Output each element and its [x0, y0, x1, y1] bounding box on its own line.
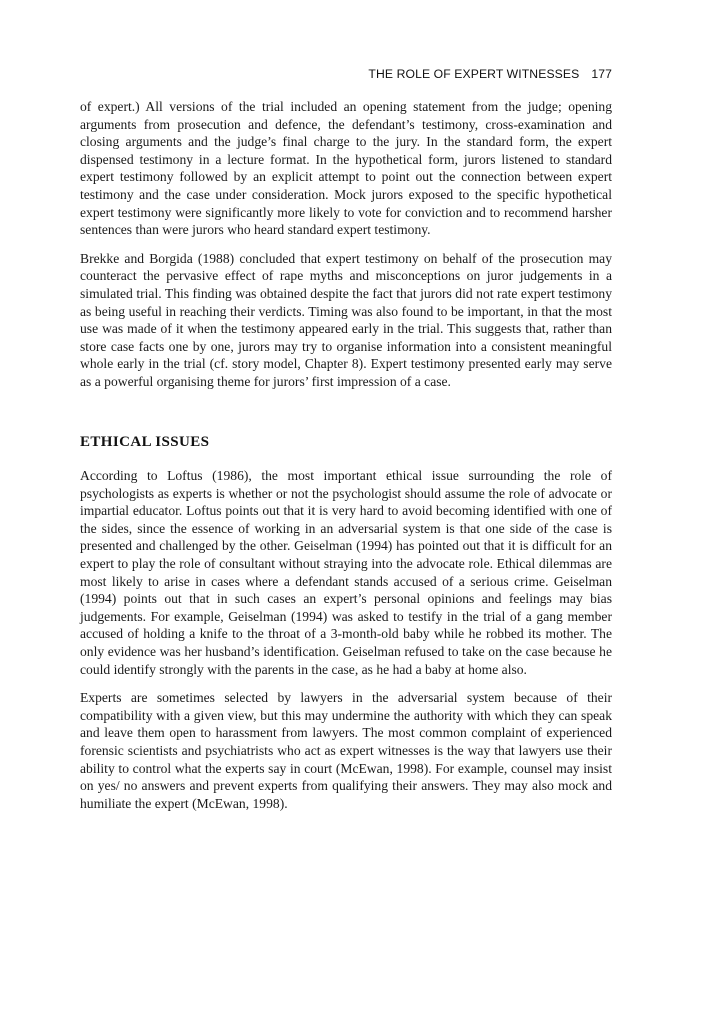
- page-body: [80, 98, 612, 823]
- running-title: THE ROLE OF EXPERT WITNESSES: [368, 67, 580, 81]
- paragraph: Experts are sometimes selected by lawyers in the adversarial system because of their compatibility with a given view, but this may undermine the authority with which they can speak and leave them open to harassment from lawyers. The most common complaint of experienced forensic scientists and psychiatrists who act as expert witnesses is the way that lawyers use their ability to control what the experts say in court (McEwan, 1998). For example, counsel may insist on yes/ no answers and prevent experts from qualifying their answers. They may also mock and humiliate the expert (McEwan, 1998).: [80, 690, 612, 811]
- section-heading: ETHICAL ISSUES: [80, 433, 210, 450]
- paragraph: Brekke and Borgida (1988) concluded that expert testimony on behalf of the prosecution may counteract the pervasive effect of rape myths and misconceptions on juror judgements in a simulated trial. This finding was obtained despite the fact that jurors did not rate expert testimony as being useful in reaching their verdicts. Timing was also found to be important, in that the most use was made of it when the testimony appeared early in the trial. This suggests that, rather than store case facts one by one, jurors may try to organise information into a consistent meaningful whole early in the trial (cf. story model, Chapter 8). Expert testimony presented early may serve as a powerful organising theme for jurors’ first impression of a case.: [80, 250, 612, 389]
- paragraph: of expert.) All versions of the trial included an opening statement from the judge; opening arguments from prosecution and defence, the defendant’s testimony, cross-examination and closing arguments and the judge’s final charge to the jury. In the standard form, the expert dispensed testimony in a lecture format. In the hypothetical form, jurors listened to standard expert testimony followed by an explicit attempt to point out the connection between expert testimony and the case under consideration. Mock jurors exposed to the specific hypothetical expert testimony were significantly more likely to vote for conviction and to recommend harsher sentences than were jurors who heard standard expert testimony.: [80, 99, 612, 238]
- running-header: [80, 67, 612, 81]
- paragraph: According to Loftus (1986), the most important ethical issue surrounding the role of psychologists as experts is whether or not the psychologist should assume the role of advocate or impartial educator. Loftus points out that it is very hard to avoid becoming identified with one of the sides, since the essence of working in an adversarial system is that one side of the case is presented and challenged by the other. Geiselman (1994) has pointed out that it is difficult for an expert to play the role of consultant without straying into the advocate role. Ethical dilemmas are most likely to arise in cases where a defendant stands accused of a serious crime. Geiselman (1994) points out that in such cases an expert’s personal opinions and feelings may bias judgements. For example, Geiselman (1994) was asked to testify in the trial of a gang member accused of holding a knife to the throat of a 3-month-old baby while he robbed its mother. The only evidence was her husband’s identification. Geiselman refused to take on the case because he could identify strongly with the parents in the case, as he had a baby at home also.: [80, 468, 612, 677]
- page-number: 177: [591, 67, 612, 81]
